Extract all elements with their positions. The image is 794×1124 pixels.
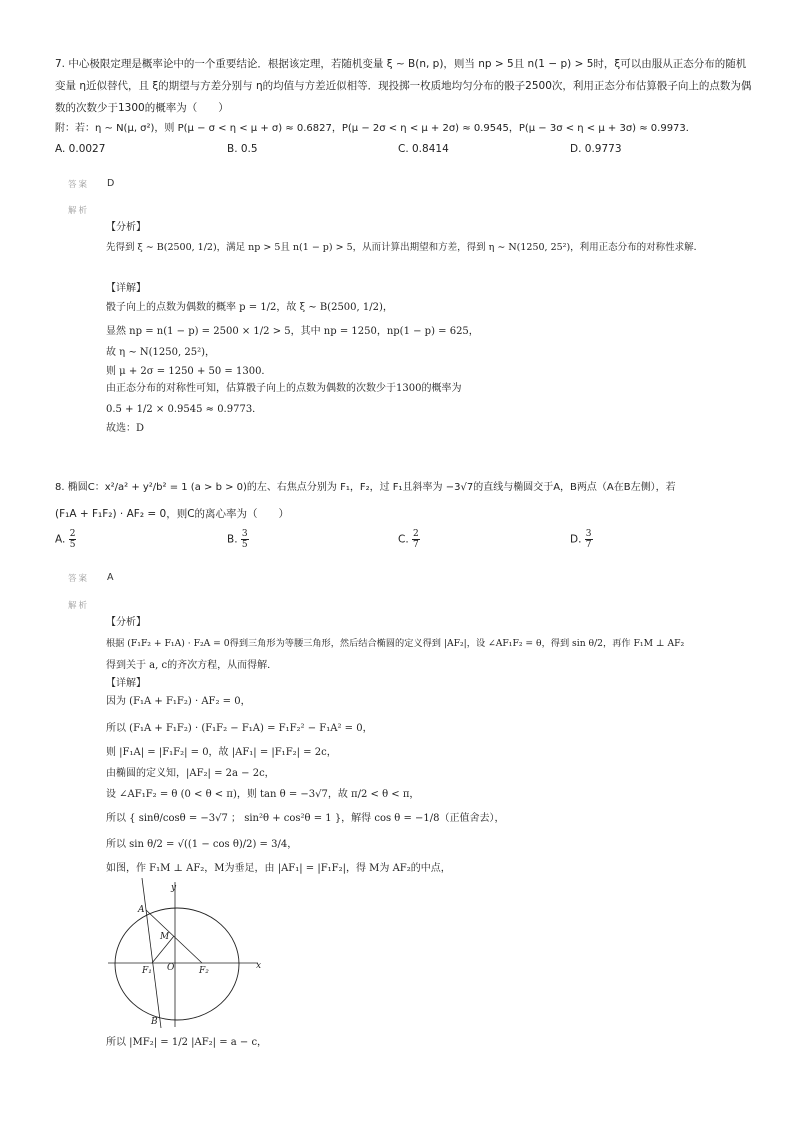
q8-option-c[interactable]: C. $\frac{2}{7}$: [398, 529, 419, 550]
q7-stem-line1: 7. 中心极限定理是概率论中的一个重要结论．根据该定理，若随机变量 ξ ∼ B(n, p)，则当 np > 5且 n(1 − p) > 5时，ξ可以由服从正态分布的随机: [55, 58, 747, 70]
q8-fenxi-line2: 得到关于 a, c的齐次方程，从而得解．: [106, 660, 278, 671]
q8-step-8: 如图，作 F₁M ⊥ AF₂，M为垂足，由 |AF₁| = |F₁F₂|，得 M为 AF₂的中点，: [106, 863, 451, 874]
line-ab: [142, 878, 161, 1028]
q7-option-b[interactable]: B. 0.5: [227, 143, 258, 155]
q8-option-d[interactable]: D. $\frac{3}{7}$: [570, 529, 592, 550]
q8-step-1: 因为 (F₁A + F₁F₂) · AF₂ = 0，: [106, 696, 251, 707]
q8-stem-line1: 8. 椭圆C：x²/a² + y²/b² = 1 (a > b > 0)的左、右焦点分别为 F₁，F₂，过 F₁且斜率为 −3√7的直线与椭圆交于A，B两点（A在B左侧），若: [55, 482, 676, 493]
q7-step-5: 由正态分布的对称性可知，估算骰子向上的点数为偶数的次数少于1300的概率为: [106, 383, 462, 394]
fig-label-a: A: [138, 905, 145, 915]
q7-option-d[interactable]: D. 0.9773: [570, 143, 622, 155]
q7-step-1: 骰子向上的点数为偶数的概率 p = 1/2，故 ξ ∼ B(2500, 1/2)，: [106, 302, 393, 313]
q8-step-9: 所以 |MF₂| = 1/2 |AF₂| = a − c，: [106, 1037, 268, 1048]
q7-analysis-label: 解析: [68, 206, 90, 216]
q7-answer-value: D: [107, 178, 115, 189]
q8-fenxi-title: 【分析】: [106, 617, 146, 628]
q7-option-a[interactable]: A. 0.0027: [55, 143, 106, 155]
q8-answer-value: A: [107, 572, 114, 583]
fig-label-m: M: [160, 932, 170, 942]
fig-label-y: y: [171, 883, 177, 893]
q7-stem-line3: 数的次数少于1300的概率为（ ）: [55, 102, 229, 114]
q7-answer-label: 答案: [68, 180, 90, 190]
fig-label-f1: F₁: [142, 966, 152, 976]
q7-step-6: 0.5 + 1/2 × 0.9545 ≈ 0.9773．: [106, 404, 263, 415]
q7-fenxi-text: 先得到 ξ ∼ B(2500, 1/2)，满足 np > 5且 n(1 − p) > 5，从而计算出期望和方差，得到 η ∼ N(1250, 25²)，利用正态分布的对称性求解．: [106, 242, 704, 253]
q8-option-b-fraction: $\frac{3}{5}$: [241, 529, 248, 550]
fig-label-o: O: [167, 963, 175, 973]
q8-step-6: 所以 { sinθ/cosθ = −3√7 ； sin²θ + cos²θ = 1 }，解得 cos θ = −1/8（正值舍去），: [106, 813, 505, 824]
q7-fenxi-title: 【分析】: [106, 222, 146, 233]
q8-option-a-fraction: $\frac{2}{5}$: [69, 529, 76, 550]
q7-stem-line2: 变量 η近似替代，且 ξ的期望与方差分别与 η的均值与方差近似相等．现投掷一枚质地均匀分布的骰子2500次，利用正态分布估算骰子向上的点数为偶: [55, 80, 752, 92]
q8-stem-line2: (F₁A + F₁F₂) · AF₂ = 0，则C的离心率为（ ）: [55, 508, 290, 520]
q8-option-b[interactable]: B. $\frac{3}{5}$: [227, 529, 248, 550]
q8-step-3: 则 |F₁A| = |F₁F₂| = 0，故 |AF₁| = |F₁F₂| = 2c，: [106, 747, 337, 758]
q8-step-5: 设 ∠AF₁F₂ = θ (0 < θ < π)，则 tan θ = −3√7，故 π/2 < θ < π，: [106, 789, 420, 800]
q8-step-7: 所以 sin θ/2 = √((1 − cos θ)/2) = 3/4，: [106, 839, 298, 850]
q8-option-c-fraction: $\frac{2}{7}$: [413, 529, 419, 550]
ellipse-curve: [115, 908, 239, 1020]
q8-step-2: 所以 (F₁A + F₁F₂) · (F₁F₂ − F₁A) = F₁F₂² − F₁A² = 0，: [106, 723, 373, 734]
q7-step-7: 故选：D: [106, 423, 145, 434]
q8-xiangjie-title: 【详解】: [106, 678, 146, 689]
fig-label-b: B: [151, 1017, 158, 1027]
q8-option-a[interactable]: A. $\frac{2}{5}$: [55, 529, 76, 550]
q7-option-c[interactable]: C. 0.8414: [398, 143, 449, 155]
q8-step-4: 由椭圆的定义知，|AF₂| = 2a − 2c，: [106, 768, 275, 779]
fig-label-x: x: [256, 961, 262, 971]
q7-appendix: 附：若：η ∼ N(μ, σ²)，则 P(μ − σ < η < μ + σ) ≈ 0.6827，P(μ − 2σ < η < μ + 2σ) ≈ 0.9545，P(μ − 3σ < η < μ + 3σ) ≈ 0.9973．: [55, 123, 696, 134]
q7-step-4: 则 μ + 2σ = 1250 + 50 = 1300．: [106, 366, 272, 377]
q7-xiangjie-title: 【详解】: [106, 283, 146, 294]
q7-step-2: 显然 np = n(1 − p) = 2500 × 1/2 > 5，其中 np = 1250，np(1 − p) = 625，: [106, 326, 479, 337]
q7-step-3: 故 η ∼ N(1250, 25²)，: [106, 347, 215, 358]
q8-answer-label: 答案: [68, 574, 90, 584]
ellipse-figure: [100, 872, 270, 1032]
q8-analysis-label: 解析: [68, 601, 90, 611]
q8-option-d-fraction: $\frac{3}{7}$: [585, 529, 592, 550]
fig-label-f2: F₂: [199, 966, 209, 976]
q8-fenxi-line1: 根据 (F₁F₂ + F₁A) · F₂A = 0得到三角形为等腰三角形，然后结合椭圆的定义得到 |AF₂|，设 ∠AF₁F₂ = θ，得到 sin θ/2，再作 F₁M ⊥ AF₂: [106, 638, 685, 649]
